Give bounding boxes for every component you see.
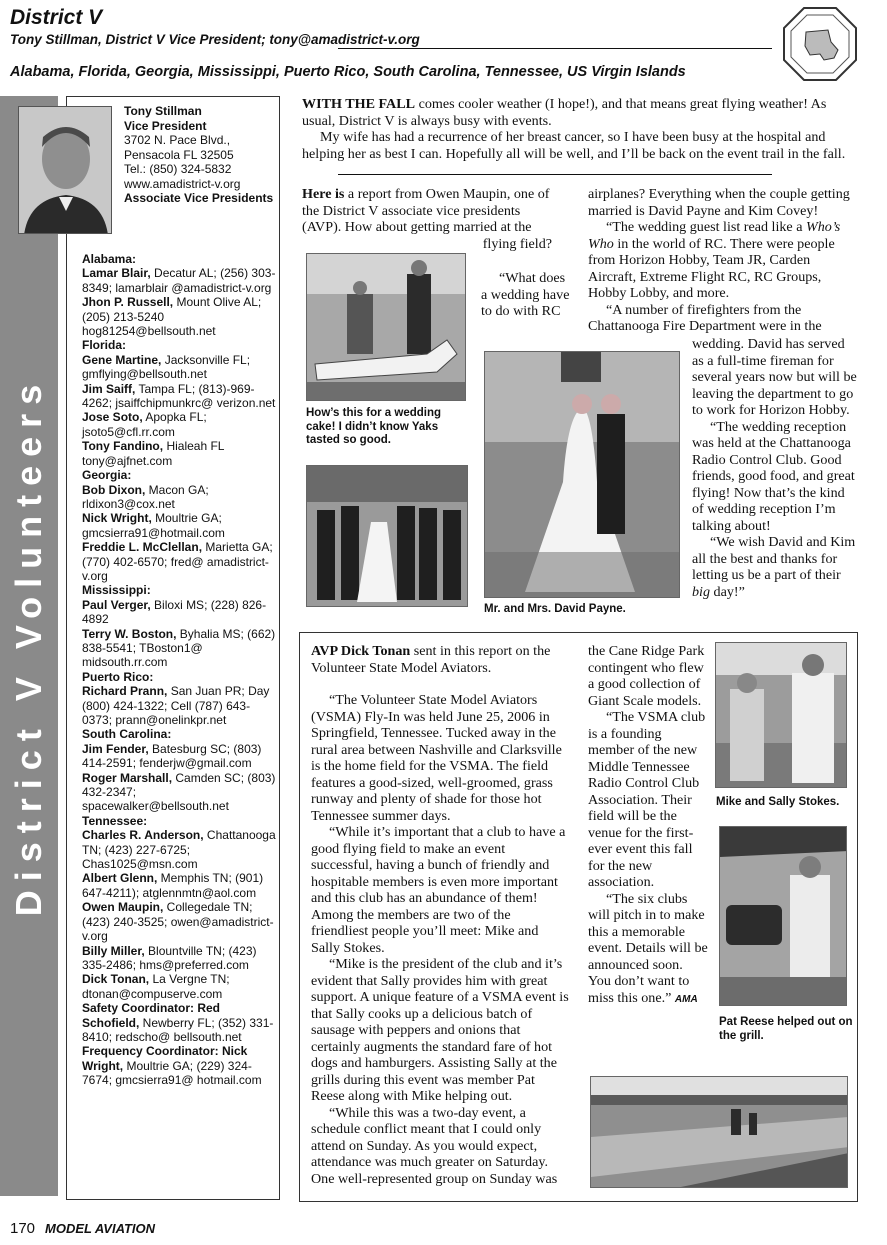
wedding-paragraph-1-end: flying field? bbox=[482, 235, 552, 252]
volunteer-info: Blountville TN; (423) 335-2486; hms@preferred.com bbox=[82, 943, 257, 972]
vsma-col2-paragraph-1: the Cane Ridge Park contingent who flew a good collection of Giant Scale models. bbox=[588, 643, 705, 709]
volunteer-info: Jacksonville FL; gmflying@bellsouth.net bbox=[82, 352, 251, 382]
district-seal-logo bbox=[782, 6, 858, 82]
vsma-lead: AVP Dick Tonan bbox=[311, 643, 411, 659]
wedding-col3 bbox=[692, 336, 858, 600]
header-rule bbox=[338, 48, 772, 49]
page-footer bbox=[10, 1220, 155, 1237]
intro-lead: WITH THE FALL bbox=[302, 96, 416, 112]
vp-subtitle: Tony Stillman, District V Vice President; tony@amadistrict-v.org bbox=[10, 32, 420, 47]
volunteer-info: Memphis TN; (901) 647-4211); atglennmtn@aol.com bbox=[82, 871, 264, 900]
wedding-col2-paragraph-3: “A number of firefighters from the Chattanooga Fire Department were in the bbox=[588, 301, 822, 334]
volunteer-entry bbox=[82, 871, 278, 900]
volunteer-entry bbox=[82, 900, 278, 943]
vsma-paragraph-4: “Mike is the president of the club and it’s evident that Sally provides him with great support. A unique feature of a VSMA event is that Sally cooks up a delicious batch of sausage with peppers and onions that certainly augments the standard fare of hot dogs and hamburgers. Assisting Sally at the grills during this event was member Pat Reese along with Mike helping out. bbox=[311, 956, 569, 1104]
intro-text bbox=[302, 96, 856, 162]
volunteer-info: Newberry FL; (352) 331-8410; redscho@ bellsouth.net bbox=[82, 1015, 274, 1044]
wedding-col2-paragraph-1: airplanes? Everything when the couple getting married is David Payne and Kim Covey! bbox=[588, 186, 850, 219]
volunteer-entry bbox=[82, 410, 278, 439]
volunteer-info: Moultrie GA; (229) 324-7674; gmcsierra91@ hotmail.com bbox=[82, 1058, 262, 1088]
wedding-col2-paragraph-2a: “The wedding guest list read like a bbox=[606, 219, 806, 235]
state-heading: Alabama: bbox=[82, 252, 137, 266]
ama-end-mark: AMA bbox=[674, 993, 698, 1005]
volunteer-name: Paul Verger, bbox=[82, 597, 151, 612]
page-number: 170 bbox=[10, 1220, 36, 1237]
volunteer-info: Collegedale TN; (423) 240-3525; owen@amadistrict-v.org bbox=[82, 900, 274, 944]
volunteer-name: Billy Miller, bbox=[82, 943, 145, 958]
state-heading: Florida: bbox=[82, 338, 126, 353]
firefighters-group-photo bbox=[306, 465, 468, 607]
wedding-col2-whos-who: Who’s Who bbox=[588, 219, 841, 252]
vsma-paragraph-5: “While this was a two-day event, a schedule conflict meant that I could only attend on Sunday. As you would expect, attendance was much greater on Saturday. One well-represented group on Sunday was bbox=[311, 1104, 558, 1187]
district-title: District V bbox=[10, 6, 103, 29]
wedding-cake-caption: How’s this for a wedding cake! I didn’t know Yaks tasted so good. bbox=[306, 407, 442, 446]
volunteer-entry bbox=[82, 382, 278, 411]
wedding-paragraph-2: “What does a wedding have to do with RC bbox=[481, 270, 570, 319]
state-heading: Puerto Rico: bbox=[82, 669, 154, 684]
vsma-col2-paragraph-3: “The six clubs will pitch in to make this a memorable event. Details will be announced soon. You don’t want to miss this one.” bbox=[588, 890, 708, 1006]
volunteer-entry bbox=[82, 1044, 278, 1087]
volunteer-name: Terry W. Boston, bbox=[82, 626, 177, 641]
volunteer-entry bbox=[82, 511, 278, 540]
wedding-col3-big: big bbox=[692, 583, 711, 600]
section-rule bbox=[338, 174, 772, 175]
volunteer-entry bbox=[82, 266, 278, 295]
volunteer-name: Richard Prann, bbox=[82, 684, 168, 699]
pat-reese-caption: Pat Reese helped out on the grill. bbox=[719, 1016, 853, 1042]
wedding-lead: Here is bbox=[302, 186, 345, 202]
volunteer-entry bbox=[82, 684, 278, 727]
volunteer-entry bbox=[82, 540, 278, 583]
vp-address-line1: 3702 N. Pace Blvd., bbox=[124, 133, 231, 147]
flying-field-photo bbox=[590, 1076, 848, 1188]
wedding-col1-top bbox=[302, 186, 552, 252]
volunteer-name: Freddie L. McClellan, bbox=[82, 540, 203, 555]
wedding-col3-paragraph-2: “The wedding reception was held at the Chattanooga Radio Control Club. Good friends, good food, and great flying! Now that’s the kind of wedding reception I’m talking about! bbox=[692, 418, 855, 534]
magazine-name: MODEL AVIATION bbox=[45, 1221, 156, 1236]
vp-address-line2: Pensacola FL 32505 bbox=[124, 147, 234, 162]
volunteer-entry bbox=[82, 771, 278, 814]
vp-role: Vice President bbox=[124, 118, 207, 133]
volunteer-entry bbox=[82, 295, 278, 338]
vsma-paragraph-1: sent in this report on the Volunteer State Model Aviators. bbox=[311, 643, 551, 676]
volunteer-entry bbox=[82, 944, 278, 973]
volunteer-name: Gene Martine, bbox=[82, 352, 162, 367]
volunteer-info: Mount Olive AL; (205) 213-5240 hog81254@bellsouth.net bbox=[82, 295, 262, 339]
state-heading: Tennessee: bbox=[82, 813, 148, 828]
state-heading: Mississippi: bbox=[82, 583, 151, 598]
volunteer-entry bbox=[82, 483, 278, 512]
volunteer-name: Roger Marshall, bbox=[82, 770, 173, 785]
state-heading: South Carolina: bbox=[82, 727, 172, 742]
wedding-col3-paragraph-3a: “We wish David and Kim all the best and thanks for letting us be a part of their bbox=[692, 534, 856, 583]
wedding-couple-caption: Mr. and Mrs. David Payne. bbox=[484, 603, 626, 615]
volunteer-info: Marietta GA; (770) 402-6570; fred@ amadistrict-v.org bbox=[82, 540, 273, 583]
volunteers-band-label: District V Volunteers bbox=[8, 375, 50, 917]
state-heading: Georgia: bbox=[82, 468, 132, 483]
volunteer-name: Owen Maupin, bbox=[82, 900, 164, 915]
volunteer-info: Tampa FL; (813)-969-4262; jsaiffchipmunkrc@ verizon.net bbox=[82, 381, 276, 411]
vsma-paragraph-2: “The Volunteer State Model Aviators (VSMA) Fly-In was held June 25, 2006 in Springfield, Tennessee. Tucked away in the rural area between Nashville and Clarksville is the home field for the VSMA. The field features a good-sized, well-groomed, grass runway and plenty of shade for those hot Tennessee summer days. bbox=[311, 692, 562, 824]
volunteer-name: Albert Glenn, bbox=[82, 871, 158, 886]
volunteer-name: Jhon P. Russell, bbox=[82, 295, 174, 310]
volunteer-info: Decatur AL; (256) 303-8349; lamarblair @amadistrict-v.org bbox=[82, 266, 276, 295]
volunteer-name: Nick Wright, bbox=[82, 511, 152, 526]
intro-paragraph-1: comes cooler weather (I hope!), and that means great flying weather! As usual, District V is always busy with events. bbox=[302, 96, 827, 129]
volunteer-info: Moultrie GA; gmcsierra91@hotmail.com bbox=[82, 511, 225, 540]
wedding-col2-paragraph-2b: in the world of RC. There were people from Horizon Hobby, Team JR, Carden Aircraft, Extreme Flight RC, RC Groups, Hobby Lobby, and more. bbox=[588, 235, 835, 301]
mike-sally-stokes-photo bbox=[715, 642, 847, 788]
wedding-couple-photo bbox=[484, 351, 680, 598]
wedding-col3-paragraph-3b: day!” bbox=[710, 583, 745, 600]
volunteer-entry bbox=[82, 828, 278, 871]
volunteer-entry bbox=[82, 439, 278, 468]
associate-vp-list bbox=[82, 252, 278, 1088]
intro-paragraph-2: My wife has had a recurrence of her breast cancer, so I have been busy at the hospital and helping her as best I can. Hopefully all will be well, and I’ll be back on the event trail in the fall. bbox=[302, 129, 846, 162]
volunteer-entry bbox=[82, 742, 278, 771]
vp-telephone: Tel.: (850) 324-5832 bbox=[124, 162, 232, 176]
volunteer-name: Lamar Blair, bbox=[82, 266, 151, 281]
vp-name: Tony Stillman bbox=[124, 104, 202, 118]
volunteer-info: Hialeah FL tony@ajfnet.com bbox=[82, 439, 225, 468]
volunteer-name: Frequency Coordinator: Nick Wright, bbox=[82, 1044, 248, 1073]
vp-contact-block bbox=[124, 104, 278, 206]
associate-vp-heading: Associate Vice Presidents bbox=[124, 191, 274, 205]
volunteer-entry bbox=[82, 972, 278, 1001]
vp-portrait-photo bbox=[18, 106, 112, 234]
vsma-paragraph-3: “While it’s important that a club to have a good flying field to make an event successful, having a bunch of friendly and hospitable members is even more important and this club has an abundance of them! Among the members are two of the friendliest people you’ll meet: Mike and Sally Stokes. bbox=[311, 824, 566, 956]
volunteer-name: Tony Fandino, bbox=[82, 439, 164, 454]
pat-reese-grill-photo bbox=[719, 826, 847, 1006]
wedding-col3-paragraph-1: wedding. David has served as a full-time fireman for several years now but will be leaving the department to go to work for Horizon Hobby. bbox=[692, 336, 857, 418]
volunteer-name: Jim Saiff, bbox=[82, 381, 136, 396]
vsma-col2-paragraph-2: “The VSMA club is a founding member of the new Middle Tennessee Radio Control Club Association. Their field will be the venue for the first-ever event this fall for the new association. bbox=[588, 709, 706, 890]
volunteer-info: Macon GA; rldixon3@cox.net bbox=[82, 482, 209, 511]
volunteer-name: Bob Dixon, bbox=[82, 482, 146, 497]
volunteer-entry bbox=[82, 627, 278, 670]
volunteer-info: Camden SC; (803) 432-2347; spacewalker@bellsouth.net bbox=[82, 770, 276, 814]
volunteer-name: Dick Tonan, bbox=[82, 972, 150, 987]
vp-website: www.amadistrict-v.org bbox=[124, 176, 241, 191]
volunteer-info: Biloxi MS; (228) 826-4892 bbox=[82, 597, 267, 627]
volunteer-info: Apopka FL; jsoto5@cfl.rr.com bbox=[82, 410, 207, 439]
volunteer-entry bbox=[82, 1001, 278, 1044]
volunteer-entry bbox=[82, 598, 278, 627]
vsma-col1 bbox=[311, 643, 569, 1187]
vsma-col2 bbox=[588, 643, 708, 1008]
volunteer-info: Chattanooga TN; (423) 227-6725; Chas1025@msn.com bbox=[82, 828, 276, 872]
volunteer-info: La Vergne TN; dtonan@compuserve.com bbox=[82, 972, 230, 1001]
volunteer-info: San Juan PR; Day (800) 424-1322; Cell (787) 643-0373; prann@onelinkpr.net bbox=[82, 684, 270, 727]
wedding-paragraph-1: a report from Owen Maupin, one of the District V associate vice presidents (AVP). How about getting married at the bbox=[302, 186, 550, 235]
mike-sally-stokes-caption: Mike and Sally Stokes. bbox=[716, 796, 840, 808]
district-states: Alabama, Florida, Georgia, Mississippi, Puerto Rico, South Carolina, Tennessee, US Virgin Islands bbox=[10, 64, 686, 80]
volunteer-name: Charles R. Anderson, bbox=[82, 828, 204, 843]
volunteer-entry bbox=[82, 353, 278, 382]
volunteer-info: Batesburg SC; (803) 414-2591; fenderjw@gmail.com bbox=[82, 741, 262, 771]
volunteer-info: Byhalia MS; (662) 838-5541; TBoston1@ midsouth.rr.com bbox=[82, 626, 276, 670]
wedding-col1-side bbox=[481, 270, 571, 320]
volunteer-name: Safety Coordinator: Red Schofield, bbox=[82, 1001, 221, 1030]
wedding-col2 bbox=[588, 186, 858, 335]
wedding-cake-photo bbox=[306, 253, 466, 401]
volunteer-name: Jim Fender, bbox=[82, 741, 149, 756]
volunteer-name: Jose Soto, bbox=[82, 410, 143, 425]
